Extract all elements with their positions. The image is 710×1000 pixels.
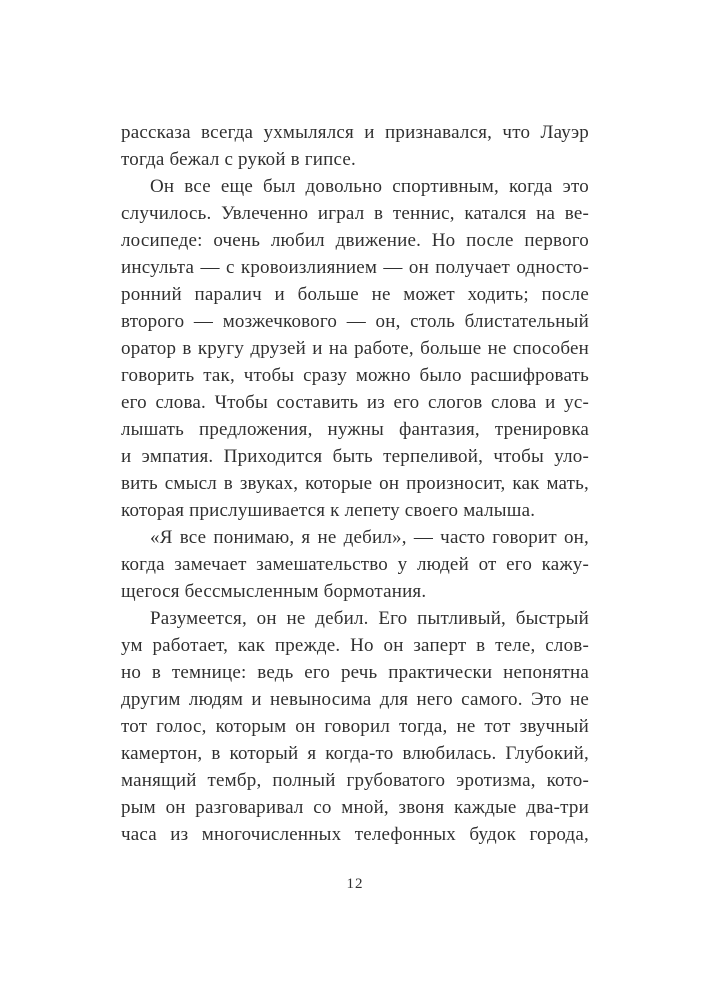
text-line: но в темнице: ведь его речь практически непонятна <box>121 662 589 683</box>
text-line: тогда бежал с рукой в гипсе. <box>121 149 356 170</box>
text-line: второго — мозжечкового — он, столь блистательный <box>121 311 589 332</box>
text-line: «Я все понимаю, я не дебил», — часто говорит он, <box>150 527 589 548</box>
text-line: манящий тембр, полный грубоватого эротизма, кото- <box>121 770 589 791</box>
text-line: Разумеется, он не дебил. Его пытливый, быстрый <box>150 608 589 629</box>
text-line: тот голос, которым он говорил тогда, не тот звучный <box>121 716 589 737</box>
text-line: лышать предложения, нужны фантазия, тренировка <box>121 419 589 440</box>
text-line: случилось. Увлеченно играл в теннис, катался на ве- <box>121 203 589 224</box>
text-line: когда замечает замешательство у людей от его кажу- <box>121 554 589 575</box>
text-line: лосипеде: очень любил движение. Но после первого <box>121 230 589 251</box>
text-line: камертон, в который я когда-то влюбилась. Глубокий, <box>121 743 589 764</box>
text-line: щегося бессмысленным бормотания. <box>121 581 427 602</box>
page-number: 12 <box>346 876 364 892</box>
text-line: другим людям и невыносима для него самого. Это не <box>121 689 589 710</box>
text-line: рым он разговаривал со мной, звоня каждые два-три <box>121 797 589 818</box>
text-line: его слова. Чтобы составить из его слогов слова и ус- <box>121 392 589 413</box>
text-line: часа из многочисленных телефонных будок города, <box>121 824 589 845</box>
text-line: которая прислушивается к лепету своего малыша. <box>121 500 536 521</box>
text-line: ронний паралич и больше не может ходить; после <box>121 284 589 305</box>
text-line: рассказа всегда ухмылялся и признавался, что Лауэр <box>121 122 589 143</box>
text-line: говорить так, чтобы сразу можно было расшифровать <box>121 365 589 386</box>
text-line: оратор в кругу друзей и на работе, больше не способен <box>121 338 589 359</box>
text-line: и эмпатия. Приходится быть терпеливой, чтобы уло- <box>121 446 589 467</box>
text-line: Он все еще был довольно спортивным, когда это <box>150 176 589 197</box>
text-line: вить смысл в звуках, которые он произносит, как мать, <box>121 473 589 494</box>
text-block <box>121 119 589 848</box>
text-line: ум работает, как прежде. Но он заперт в теле, слов- <box>121 635 589 656</box>
text-line: инсульта — с кровоизлиянием — он получает односто- <box>121 257 589 278</box>
